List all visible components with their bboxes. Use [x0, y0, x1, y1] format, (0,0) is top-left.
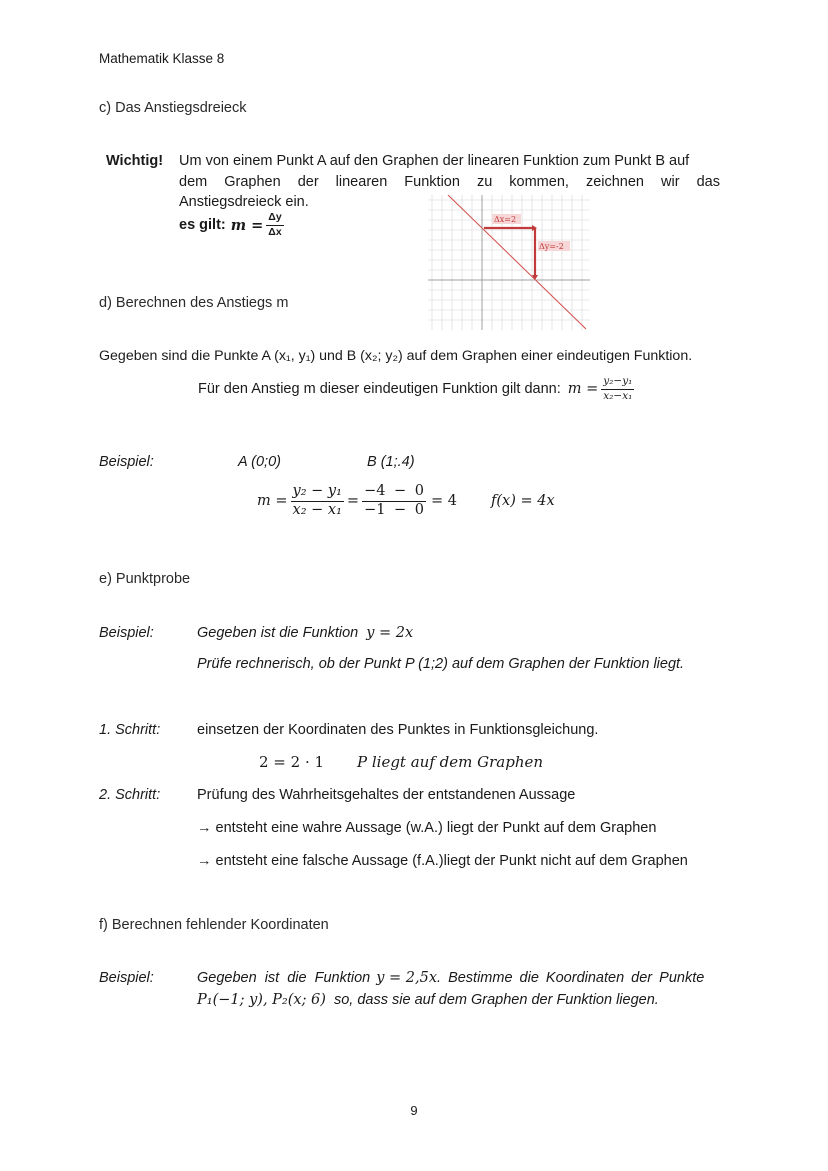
rule-numerator: y₂−y₁ [601, 376, 634, 390]
step2-label: 2. Schritt: [99, 787, 161, 803]
section-d-rule [198, 376, 637, 402]
function-result: f(x) = 4x [491, 493, 555, 510]
section-e-example-label: Beispiel: [99, 625, 154, 641]
section-d-given: Gegeben sind die Punkte A (x₁, y₁) und B (x₂; y₂) auf dem Graphen einer eindeutigen Funktion. [99, 348, 693, 364]
section-d-example-label: Beispiel: [99, 454, 154, 470]
section-c-line2-text: dem Graphen der linearen Funktion zu kommen, zeichnen wir das [179, 174, 720, 190]
calc-numerator-2: −4 − 0 [362, 484, 426, 502]
calc-lhs: m = [257, 493, 288, 510]
section-e-given [197, 625, 413, 641]
calc-denominator-1: x₂ − x₁ [292, 501, 342, 518]
section-c-line3: Anstiegsdreieck ein. [179, 194, 309, 210]
section-c-heading: c) Das Anstiegsdreieck [99, 100, 247, 116]
step1-equation: 2 = 2 · 1 [259, 753, 325, 771]
important-label: Wichtig! [106, 153, 164, 169]
step2-false-case: → entsteht eine falsche Aussage (f.A.)liegt der Punkt nicht auf dem Graphen [197, 853, 688, 869]
section-e-given-text: Gegeben ist die Funktion [197, 625, 359, 641]
section-e-heading: e) Punktprobe [99, 571, 191, 587]
calc-result: = 4 [431, 493, 458, 510]
step2-text: Prüfung des Wahrheitsgehaltes der entstandenen Aussage [197, 787, 576, 803]
rule-fraction [601, 376, 634, 402]
step1-text: einsetzen der Koordinaten des Punktes in Funktionsgleichung. [197, 722, 599, 738]
section-f-func: y = 2,5x [376, 970, 438, 986]
section-e-task: Prüfe rechnerisch, ob der Punkt P (1;2) auf dem Graphen der Funktion liegt. [197, 656, 685, 672]
formula-prefix: es gilt: [179, 217, 226, 234]
calc-numerator-1: y₂ − y₁ [291, 484, 344, 502]
calc-denominator-2: −1 − 0 [364, 501, 425, 518]
page-number: 9 [410, 1103, 418, 1118]
rule-text: Für den Anstieg m dieser eindeutigen Funktion gilt dann: [198, 381, 561, 398]
section-f-heading: f) Berechnen fehlender Koordinaten [99, 917, 329, 933]
point-a: A (0;0) [238, 454, 281, 470]
step2-true-case: → entsteht eine wahre Aussage (w.A.) liegt der Punkt auf dem Graphen [197, 820, 657, 836]
rule-denominator: x₂−x₁ [603, 389, 633, 402]
step1-result: P liegt auf dem Graphen [357, 753, 544, 771]
section-f-points: P₁(−1; y), P₂(x; 6) [197, 992, 326, 1008]
section-c-line1: Um von einem Punkt A auf den Graphen der linearen Funktion zum Punkt B auf [179, 153, 690, 169]
page-header: Mathematik Klasse 8 [99, 51, 225, 66]
section-f-text1-b: . Bestimme die Koordinaten der Punkte [437, 970, 705, 986]
formula-denominator: Δx [268, 225, 282, 238]
formula-numerator: Δy [266, 212, 283, 226]
graph-dx-label: Δx=2 [494, 215, 517, 224]
section-f-line1 [197, 970, 729, 986]
calc-fraction-1 [291, 484, 344, 519]
section-c-line2 [179, 174, 721, 190]
formula-lhs: m = [230, 216, 264, 234]
calc-fraction-2 [362, 484, 426, 519]
section-f-example-label: Beispiel: [99, 970, 154, 986]
slope-triangle-graph [428, 195, 590, 330]
section-f-text2-rest: so, dass sie auf dem Graphen der Funktion liegen. [333, 992, 659, 1008]
slope-formula [179, 212, 287, 238]
formula-fraction [266, 212, 283, 238]
section-e-given-func: y = 2x [366, 625, 414, 641]
slope-calculation [257, 484, 555, 519]
section-f-text1-a: Gegeben ist die Funktion [197, 970, 371, 986]
step1-label: 1. Schritt: [99, 722, 161, 738]
section-f-line2 [197, 992, 659, 1008]
calc-equals: = [346, 493, 360, 510]
point-b: B (1;.4) [367, 454, 415, 470]
section-d-heading: d) Berechnen des Anstiegs m [99, 295, 289, 311]
rule-lhs: m = [567, 381, 599, 398]
graph-dy-label: Δy=-2 [539, 242, 564, 251]
